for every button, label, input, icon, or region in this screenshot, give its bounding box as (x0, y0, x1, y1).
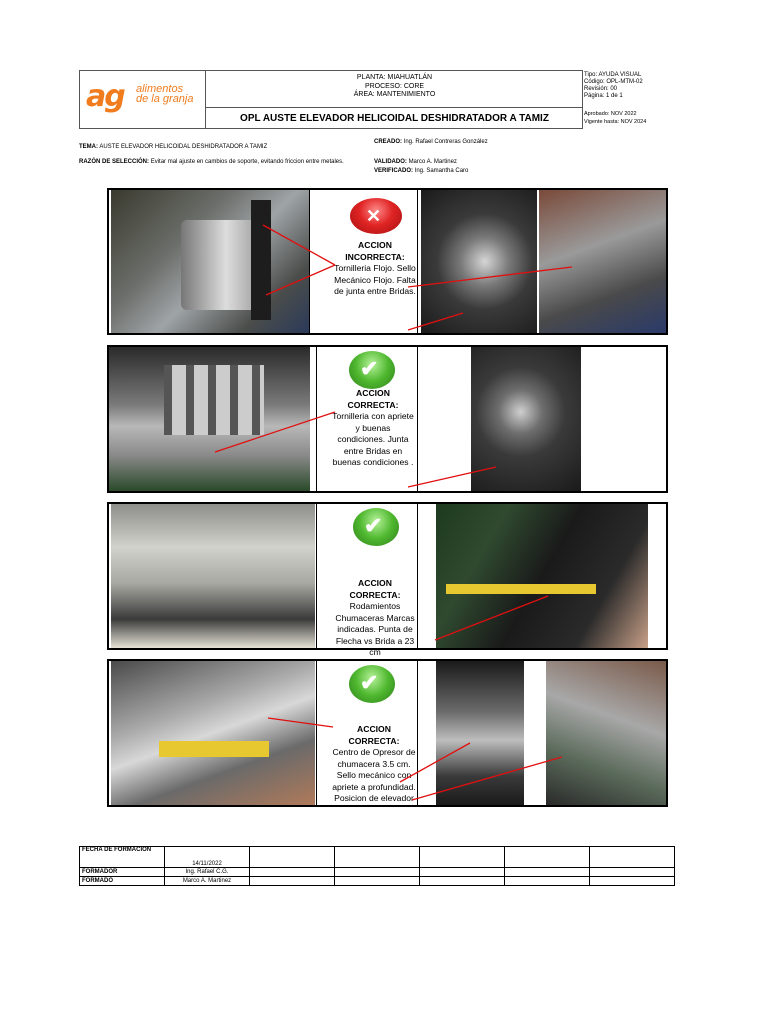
creado-line: CREADO: Ing. Rafael Contreras González (374, 139, 488, 145)
formador-value: Ing. Rafael C.G. (165, 868, 250, 877)
verificado-line: VERIFICADO: Ing. Samantha Caro (374, 168, 469, 174)
company-logo: ag (86, 79, 124, 114)
logo-text: alimentos de la granja (136, 83, 194, 105)
doc-dates: Aprobado: NOV 2022 Vigente hasta: NOV 2024 (584, 111, 647, 125)
check-icon: ✔ (353, 508, 399, 546)
area-text: ÁREA: MANTENIMIENTO (353, 91, 436, 98)
formado-value: Marco A. Martinez (165, 877, 250, 886)
arrow-line (408, 267, 572, 287)
formador-label: FORMADOR (80, 868, 165, 877)
arrow-line (408, 467, 496, 487)
arrow-line (268, 718, 333, 727)
document-title: OPL AUSTE ELEVADOR HELICOIDAL DESHIDRATADOR A TAMIZ (240, 113, 549, 124)
fecha-value: 14/11/2022 (165, 847, 250, 868)
arrow-line (215, 412, 335, 452)
proceso-text: PROCESO: CORE (364, 82, 425, 90)
formado-label: FORMADO (80, 877, 165, 886)
fecha-label: FECHA DE FORMACION (80, 847, 165, 868)
validado-line: VALIDADO: Marco A. Martinez (374, 159, 457, 165)
razon-line: RAZÓN DE SELECCIÓN: Evitar mal ajuste en cambios de soporte, evitando friccion entre metales. (79, 159, 344, 165)
tema-line: TEMA: AUSTE ELEVADOR HELICOIDAL DESHIDRATADOR A TAMIZ (79, 144, 268, 150)
planta-text: PLANTA: MIAHUATLÁN (356, 74, 433, 81)
arrow-line (400, 743, 470, 782)
training-table (79, 846, 675, 886)
arrow-line (263, 225, 335, 265)
arrow-line (266, 265, 335, 295)
caption-3: ACCION CORRECTA: Rodamientos Chumaceras Marcas indicadas. Punta de Flecha vs Brida a 23 cm (335, 578, 415, 657)
doc-control-info: Tipo: AYUDA VISUAL Código: OPL-MTM-02 Revisión: 00 Página: 1 de 1 (584, 72, 643, 99)
check-icon: ✔ (349, 665, 395, 703)
caption-1: ACCION INCORRECTA: Tornilleria Flojo. Sello Mecánico Flojo. Falta de junta entre Bridas. (334, 240, 416, 296)
caption-2: ACCION CORRECTA: Tornilleria con apriete y buenas condiciones. Junta entre Bridas en buenas condiciones . (332, 388, 414, 467)
arrow-line (435, 596, 548, 640)
check-icon: ✔ (349, 351, 395, 389)
x-mark-icon: ✕ (350, 198, 402, 234)
caption-4: ACCION CORRECTA: Centro de Opresor de chumacera 3.5 cm. Sello mecánico con apriete a profundidad. Posicion de elevador (332, 724, 416, 803)
arrow-line (408, 313, 463, 330)
